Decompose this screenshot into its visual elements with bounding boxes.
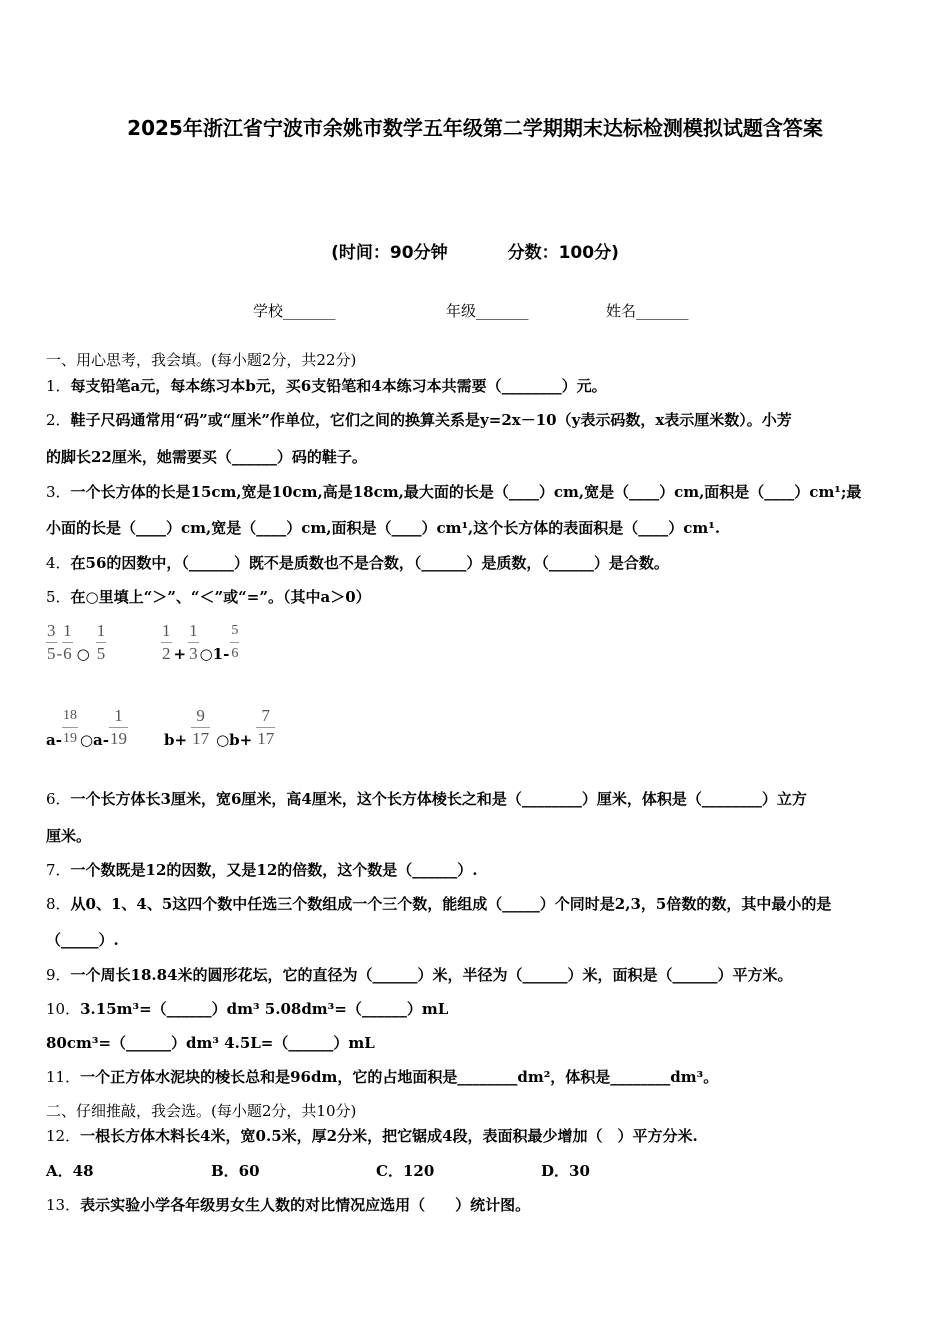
question-number: 8． (46, 895, 71, 913)
question-number: 6． (46, 790, 71, 808)
question-5 (46, 586, 906, 608)
option-c[interactable]: C．120 (376, 1162, 435, 1180)
question-3-cont: 小面的长是（____）cm,宽是（____）cm,面积是（____）cm¹,这个长方体的表面积是（____）cm¹. (46, 519, 721, 537)
question-number: 12． (46, 1127, 81, 1145)
fraction: $\frac{1}{3}$ (189, 621, 198, 663)
question-number: 11． (46, 1068, 81, 1086)
question-9 (46, 964, 906, 986)
question-8-cont: （_____）. (46, 931, 119, 949)
compare-expression-3 (46, 705, 128, 750)
fraction: $\frac{5}{6}$ (231, 623, 239, 661)
option-b[interactable]: B．60 (211, 1162, 260, 1180)
compare-circle[interactable]: ○ (76, 644, 90, 663)
question-number: 2． (46, 411, 71, 429)
compare-circle[interactable]: ○a- (79, 730, 109, 749)
exam-time: (时间：90分钟 (331, 243, 448, 263)
option-d[interactable]: D．30 (541, 1162, 590, 1180)
compare-circle[interactable]: ○1- (199, 644, 230, 663)
grade-field[interactable]: 年级_______ (446, 302, 529, 320)
question-2-cont: 的脚长22厘米，她需要买（______）码的鞋子。 (46, 448, 367, 466)
compare-expression-4 (164, 705, 275, 750)
question-text: 从0、1、4、5这四个数中任选三个数组成一个三个数，能组成（_____）个同时是2,3，5倍数的数，其中最小的是 (70, 895, 832, 913)
fraction: $\frac{18}{19}$ (62, 708, 77, 746)
question-13 (46, 1194, 906, 1216)
minus-sign: - (56, 643, 63, 663)
page-title: 2025年浙江省宁波市余姚市数学五年级第二学期期末达标检测模拟试题含答案 (127, 116, 823, 140)
fraction: $\frac{7}{17}$ (257, 706, 275, 748)
exam-score: 分数：100分) (507, 243, 619, 263)
question-2 (46, 409, 906, 431)
expression-prefix: b+ (164, 730, 188, 749)
question-3 (46, 481, 906, 503)
question-text: 表示实验小学各年级男女生人数的对比情况应选用（ ）统计图。 (80, 1196, 531, 1214)
question-text: 鞋子尺码通常用“码”或“厘米”作单位，它们之间的换算关系是y=2x－10（y表示码数，x表示厘米数）。小芳 (70, 411, 792, 429)
question-number: 7． (46, 861, 71, 879)
fraction: $\frac{1}{19}$ (110, 706, 127, 748)
question-text: 在56的因数中，（______）既不是质数也不是合数，（______）是质数，（______）是合数。 (70, 554, 669, 572)
question-number: 9． (46, 966, 71, 984)
exam-meta (0, 238, 950, 263)
question-10-cont: 80cm³=（______）dm³ 4.5L=（______）mL (46, 1034, 375, 1052)
question-text: 一个周长18.84米的圆形花坛，它的直径为（______）米，半径为（______）米，面积是（______）平方米。 (70, 966, 793, 984)
compare-expression-2 (161, 620, 239, 665)
question-6-cont: 厘米。 (46, 827, 92, 845)
section-2-heading: 二、仔细推敲，我会选。(每小题2分，共10分) (46, 1102, 357, 1120)
expression-prefix: a- (46, 730, 62, 749)
question-text: 一个长方体的长是15cm,宽是10cm,高是18cm,最大面的长是（____）cm,宽是（____）cm,面积是（____）cm¹;最 (70, 483, 862, 501)
question-text: 一个正方体水泥块的棱长总和是96dm，它的占地面积是________dm²，体积是________dm³。 (80, 1068, 719, 1086)
fraction: $\frac{1}{6}$ (63, 621, 72, 663)
question-8 (46, 893, 906, 915)
fraction: $\frac{3}{5}$ (47, 621, 56, 663)
option-a[interactable]: A．48 (46, 1162, 94, 1180)
school-field[interactable]: 学校_______ (253, 302, 336, 320)
question-1 (46, 375, 906, 397)
section-1-heading: 一、用心思考，我会填。(每小题2分，共22分) (46, 351, 357, 369)
question-text: 每支铅笔a元，每本练习本b元，买6支铅笔和4本练习本共需要（________）元。 (70, 377, 607, 395)
question-11 (46, 1066, 906, 1088)
question-number: 1． (46, 377, 71, 395)
question-6 (46, 788, 906, 810)
question-text: 一个长方体长3厘米，宽6厘米，高4厘米，这个长方体棱长之和是（________）厘米，体积是（________）立方 (70, 790, 807, 808)
question-number: 4． (46, 554, 71, 572)
question-text: 一个数既是12的因数，又是12的倍数，这个数是（______）. (70, 861, 478, 879)
fraction: $\frac{1}{5}$ (96, 621, 106, 663)
question-4 (46, 552, 906, 574)
question-number: 10． (46, 1000, 81, 1018)
question-text: 一根长方体木料长4米，宽0.5米，厚2分米，把它锯成4段，表面积最少增加（ ）平方分米. (80, 1127, 698, 1145)
question-number: 5． (46, 588, 71, 606)
question-text: 3.15m³=（______）dm³ 5.08dm³=（______）mL (80, 1000, 449, 1018)
fraction: $\frac{9}{17}$ (192, 706, 210, 748)
question-text: 在○里填上“＞”、“＜”或“=”。（其中a＞0） (70, 588, 371, 606)
question-7 (46, 859, 906, 881)
name-field[interactable]: 姓名_______ (606, 302, 689, 320)
plus-sign: + (173, 644, 187, 663)
question-number: 13． (46, 1196, 81, 1214)
question-12 (46, 1125, 906, 1147)
question-number: 3． (46, 483, 71, 501)
question-10 (46, 998, 906, 1020)
compare-expression-1 (46, 620, 106, 665)
fraction: $\frac{1}{2}$ (162, 621, 171, 663)
compare-circle[interactable]: ○b+ (216, 730, 253, 749)
